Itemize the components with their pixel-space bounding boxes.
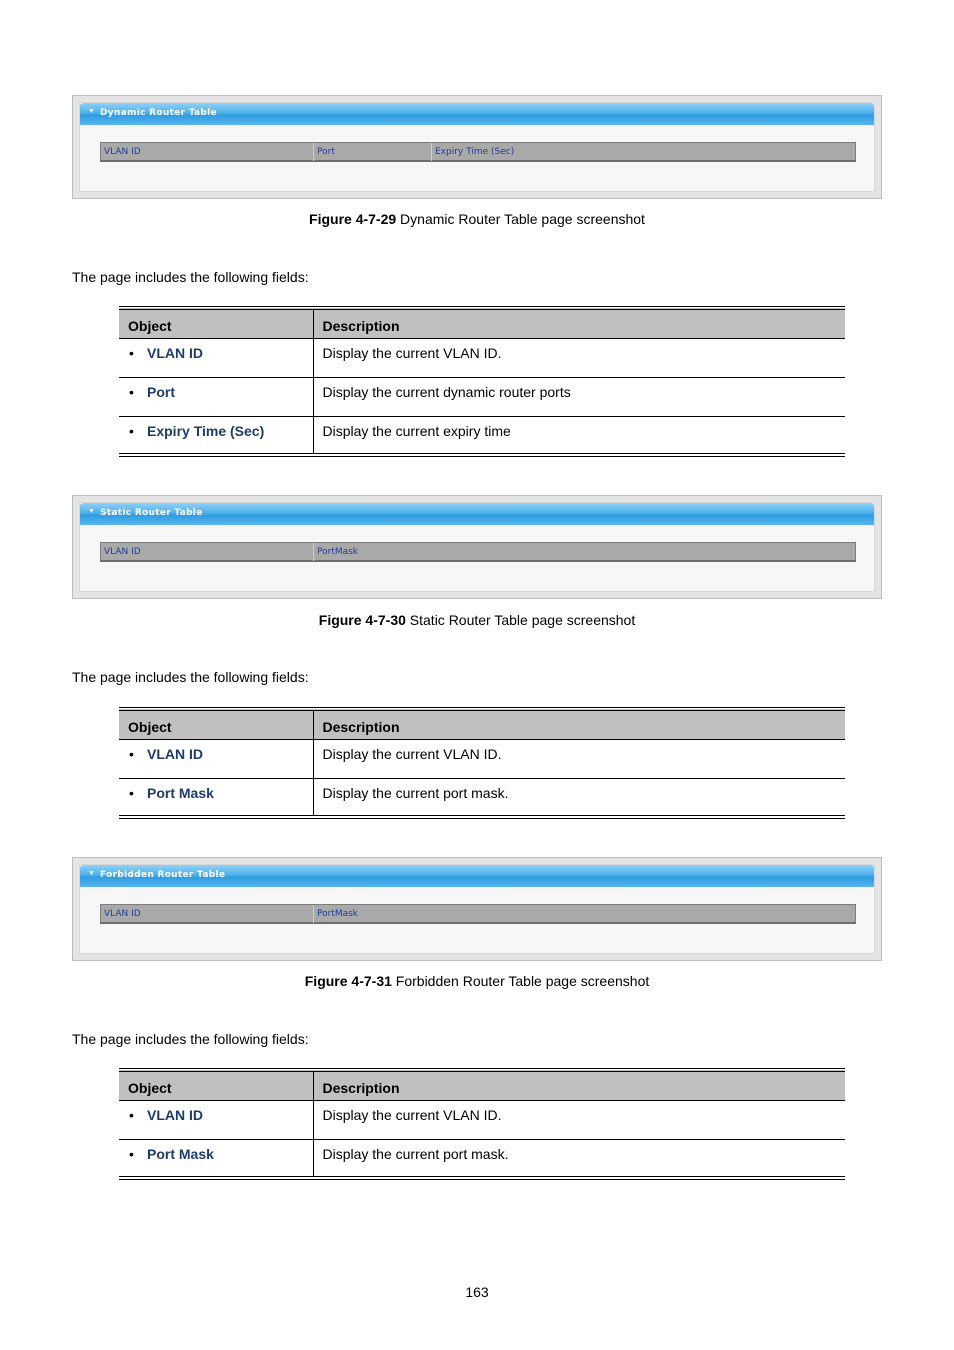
header-object: Object	[119, 1070, 313, 1100]
panel	[79, 502, 875, 592]
object-name: Port	[147, 383, 175, 400]
fields-table	[119, 1068, 845, 1180]
collapse-arrow-icon[interactable]: ▼	[88, 870, 95, 877]
figure-number: Figure 4-7-29	[309, 211, 397, 227]
description-cell: Display the current port mask.	[322, 784, 509, 801]
column-vlan-id: VLAN ID	[101, 143, 314, 161]
collapse-arrow-icon[interactable]: ▼	[88, 508, 95, 515]
description-cell: Display the current VLAN ID.	[313, 739, 845, 778]
figure-caption-text: Static Router Table page screenshot	[405, 612, 636, 628]
intro-text: The page includes the following fields:	[72, 669, 309, 685]
object-name: Expiry Time (Sec)	[147, 422, 265, 439]
column-port: Port	[314, 143, 432, 161]
bullet-icon: •	[129, 383, 134, 400]
object-name: VLAN ID	[147, 1106, 203, 1123]
description-cell: Display the current dynamic router ports	[313, 377, 845, 416]
table-header-row	[119, 709, 845, 739]
panel-header[interactable]	[80, 103, 874, 125]
forbidden-router-table-screenshot	[72, 857, 882, 961]
fields-table	[119, 707, 845, 819]
table-header-row	[119, 1070, 845, 1100]
object-cell	[119, 377, 313, 416]
object-cell	[119, 739, 313, 778]
intro-text: The page includes the following fields:	[72, 269, 309, 285]
column-vlan-id: VLAN ID	[101, 905, 314, 923]
column-portmask: PortMask	[317, 547, 359, 557]
header-object: Object	[119, 709, 313, 739]
panel-title: Dynamic Router Table	[100, 108, 217, 118]
bullet-icon: •	[129, 784, 134, 801]
grid-header-row	[100, 142, 856, 162]
figure-number: Figure 4-7-31	[304, 973, 392, 989]
bullet-icon: •	[129, 1106, 134, 1123]
description-cell: Display the current VLAN ID.	[313, 1100, 845, 1139]
static-router-table-screenshot	[72, 495, 882, 599]
object-cell	[119, 778, 313, 817]
panel-title: Forbidden Router Table	[100, 870, 226, 880]
figure-caption	[0, 612, 954, 628]
table-row	[119, 739, 845, 778]
object-cell	[119, 1139, 313, 1178]
grid-header-row	[100, 542, 856, 562]
figure-caption	[0, 973, 954, 989]
figure-caption-text: Dynamic Router Table page screenshot	[396, 211, 645, 227]
page-number: 163	[465, 1284, 489, 1300]
description-cell: Display the current VLAN ID.	[313, 338, 845, 377]
fields-table	[119, 306, 845, 457]
panel-header[interactable]	[80, 865, 874, 887]
object-name: Port Mask	[147, 784, 214, 801]
table-row	[119, 338, 845, 377]
table-row	[119, 778, 845, 817]
figure-caption-text: Forbidden Router Table page screenshot	[391, 973, 650, 989]
header-description: Description	[313, 709, 845, 739]
object-cell	[119, 416, 313, 455]
bullet-icon: •	[129, 344, 134, 361]
object-name: VLAN ID	[147, 745, 203, 762]
table-row	[119, 1139, 845, 1178]
grid-header-row	[100, 904, 856, 924]
panel-title: Static Router Table	[100, 508, 203, 518]
column-vlan-id: VLAN ID	[101, 543, 314, 561]
table-row	[119, 1100, 845, 1139]
panel-header[interactable]	[80, 503, 874, 525]
object-cell	[119, 338, 313, 377]
table-row	[119, 377, 845, 416]
header-object: Object	[119, 308, 313, 338]
object-name: Port Mask	[147, 1145, 214, 1162]
bullet-icon: •	[129, 1145, 134, 1162]
panel	[79, 102, 875, 192]
object-cell	[119, 1100, 313, 1139]
table-row	[119, 416, 845, 455]
figure-caption	[0, 211, 954, 227]
object-name: VLAN ID	[147, 344, 203, 361]
column-portmask: PortMask	[317, 909, 359, 919]
dynamic-router-table-screenshot	[72, 95, 882, 199]
intro-text: The page includes the following fields:	[72, 1031, 309, 1047]
description-cell: Display the current port mask.	[322, 1145, 509, 1162]
collapse-arrow-icon[interactable]: ▼	[88, 108, 95, 115]
column-expiry-time: Expiry Time (Sec)	[435, 147, 515, 157]
figure-number: Figure 4-7-30	[318, 612, 406, 628]
table-header-row	[119, 308, 845, 338]
header-description: Description	[313, 308, 845, 338]
bullet-icon: •	[129, 422, 134, 439]
bullet-icon: •	[129, 745, 134, 762]
description-cell: Display the current expiry time	[322, 422, 511, 439]
panel	[79, 864, 875, 954]
header-description: Description	[313, 1070, 845, 1100]
